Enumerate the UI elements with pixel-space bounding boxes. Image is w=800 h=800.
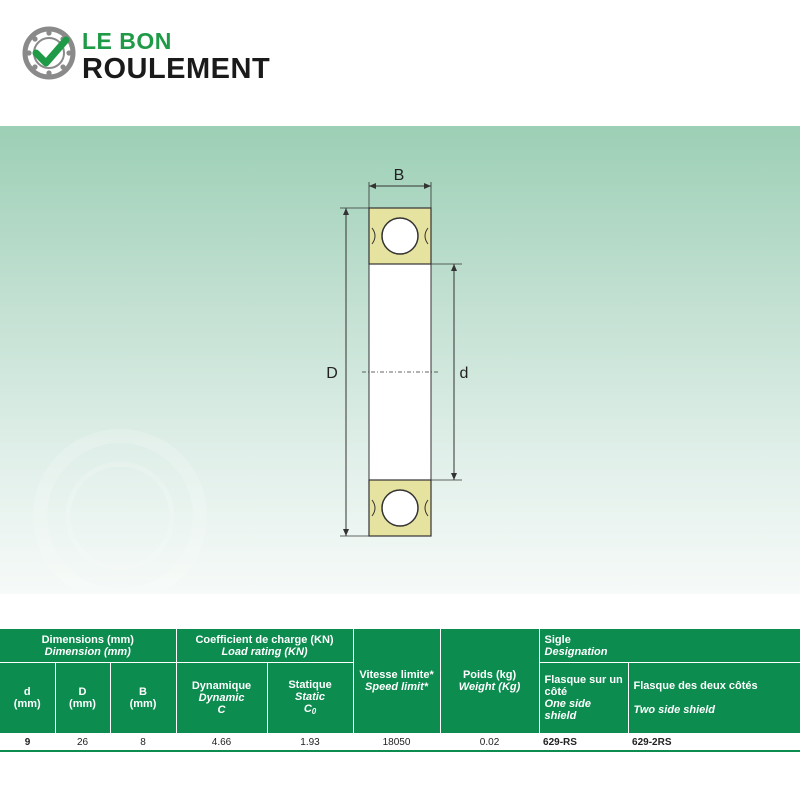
header-col-static: Statique Static $C_0$ xyxy=(267,663,353,734)
cell-static: 1.93 xyxy=(267,734,353,752)
label-width: B xyxy=(393,167,405,184)
header-speed-limit: Vitesse limite* Speed limit* xyxy=(353,629,440,734)
label-inner-diameter: d xyxy=(459,365,469,382)
table-row xyxy=(0,734,800,752)
header-load-rating: Coefficient de charge (KN) Load rating (KN) xyxy=(176,629,353,663)
spec-table xyxy=(0,629,800,752)
logo-line1: LE BON xyxy=(82,28,172,54)
header-col-D: D (mm) xyxy=(55,663,110,734)
cell-dynamic: 4.66 xyxy=(176,734,267,752)
drawing-panel xyxy=(0,126,800,594)
header-col-d: d (mm) xyxy=(0,663,55,734)
label-outer-diameter: D xyxy=(326,365,338,382)
header-dimensions: Dimensions (mm) Dimension (mm) xyxy=(0,629,176,663)
brand-logo xyxy=(22,26,302,86)
header-col-one-side: Flasque sur un côté One side shield xyxy=(539,663,628,734)
cell-D: 26 xyxy=(55,734,110,752)
cell-d: 9 xyxy=(0,734,55,752)
header-col-two-side: Flasque des deux côtés Two side shield xyxy=(628,663,800,734)
logo-line2: ROULEMENT xyxy=(82,53,271,85)
header-col-dynamic: Dynamique Dynamic C xyxy=(176,663,267,734)
cell-one-side: 629-RS xyxy=(539,734,628,752)
header-weight: Poids (kg) Weight (Kg) xyxy=(440,629,539,734)
cell-speed: 18050 xyxy=(353,734,440,752)
cell-B: 8 xyxy=(110,734,176,752)
header-col-B: B (mm) xyxy=(110,663,176,734)
cell-weight: 0.02 xyxy=(440,734,539,752)
cell-two-side: 629-2RS xyxy=(628,734,800,752)
header-designation: Sigle Designation xyxy=(539,629,800,663)
bearing-drawing xyxy=(0,126,800,594)
bearing-check-icon xyxy=(22,26,76,80)
